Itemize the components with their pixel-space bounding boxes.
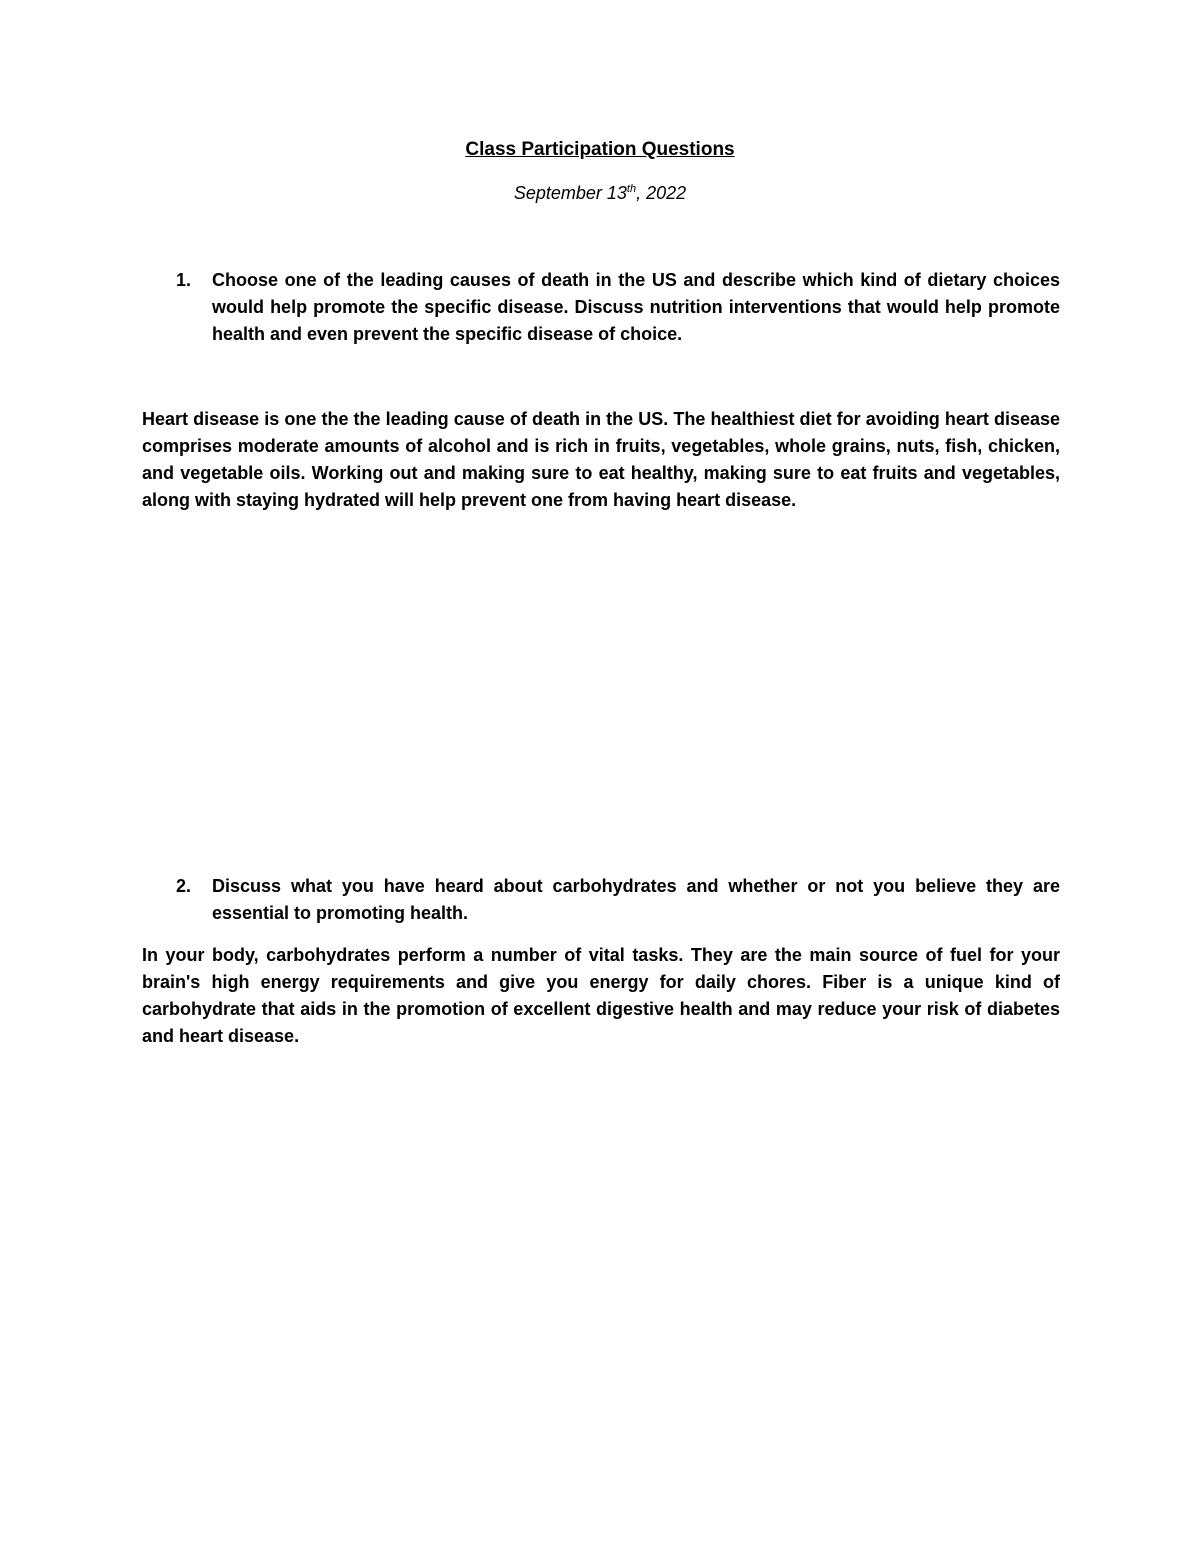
document-date [0,183,1200,204]
question-1 [168,267,1060,348]
date-ordinal-suffix: th [626,183,637,195]
document-title [0,139,1200,161]
question-text: Choose one of the leading causes of death in the US and describe which kind of dietary choices would help promote the specific disease. Discuss nutrition interventions that would help promote health and even prevent the specific disease of choice. [212,270,1060,344]
answer-1: Heart disease is one the the leading cause of death in the US. The healthiest diet for avoiding heart disease comprises moderate amounts of alcohol and is rich in fruits, vegetables, whole grains, nuts, fish, chicken, and vegetable oils. Working out and making sure to eat healthy, making sure to eat fruits and vegetables, along with staying hydrated will help prevent one from having heart disease. [142,409,1060,510]
question-text: Discuss what you have heard about carbohydrates and whether or not you believe they are essential to promoting health. [212,876,1060,923]
document-title-text: Class Participation Questions [465,139,735,160]
date-rest: , 2022 [636,183,687,203]
question-number: 2. [176,876,192,896]
question-number: 1. [176,270,192,290]
date-prefix: September 13 [513,183,627,203]
question-2 [168,873,1060,927]
answer-2: In your body, carbohydrates perform a number of vital tasks. They are the main source of fuel for your brain's high energy requirements and give you energy for daily chores. Fiber is a unique kind of carbohydrate that aids in the promotion of excellent digestive health and may reduce your risk of diabetes and heart disease. [142,945,1060,1046]
